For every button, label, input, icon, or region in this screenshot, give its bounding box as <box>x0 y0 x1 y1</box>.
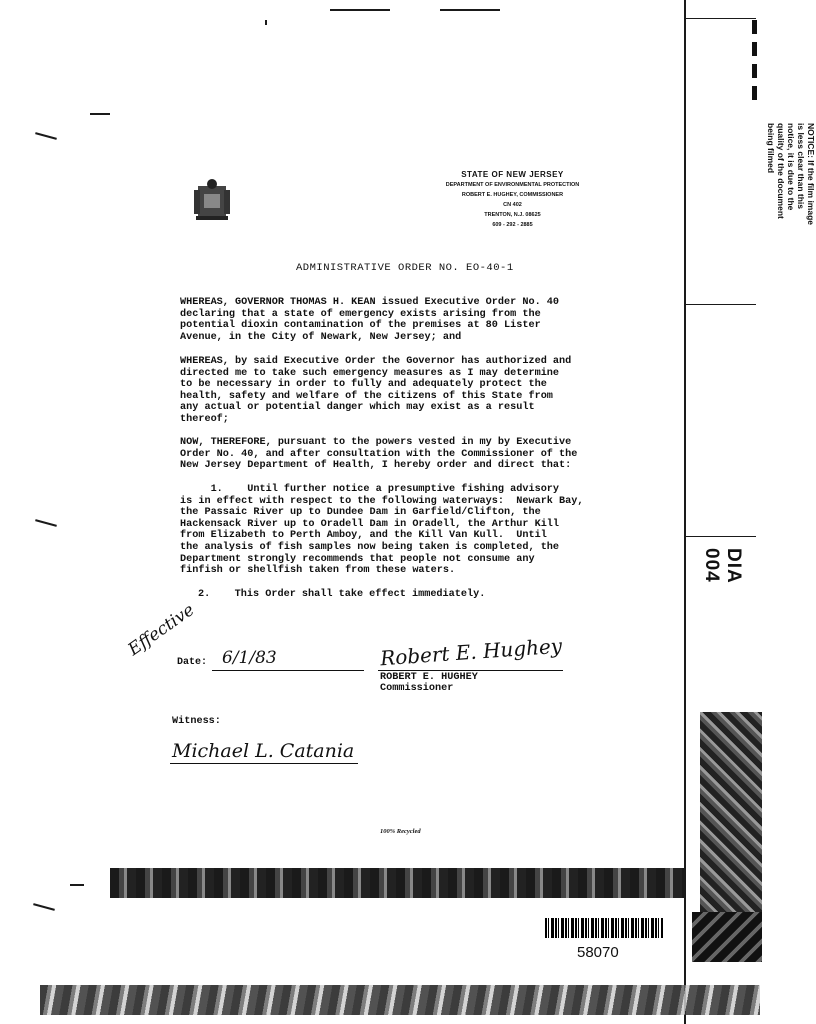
witness-line <box>170 763 358 764</box>
margin-mark <box>33 903 55 911</box>
scan-noise-bottom <box>40 985 760 1015</box>
right-margin-tick <box>686 304 756 305</box>
witness-label: Witness: <box>172 716 221 727</box>
barcode <box>545 918 663 938</box>
film-quality-notice-text: NOTICE: If the film image is less clear than this notice, it is due to the quality of the document being filmed <box>766 123 816 226</box>
signer-title: Commissioner <box>380 683 454 694</box>
letterhead <box>400 170 625 230</box>
barcode-number: 58070 <box>577 944 619 961</box>
letterhead-commissioner: ROBERT E. HUGHEY, COMMISSIONER <box>461 192 564 198</box>
effective-handwritten-note: Effective <box>124 600 199 660</box>
right-margin-tick <box>686 536 756 537</box>
state-seal <box>192 178 232 222</box>
letterhead-cn: CN 402 <box>503 202 522 208</box>
signer-name: ROBERT E. HUGHEY <box>380 672 478 683</box>
date-line <box>212 670 364 671</box>
scan-noise-band <box>110 868 685 898</box>
scan-artifact-mark <box>265 20 267 25</box>
date-value: 6/1/83 <box>222 648 277 668</box>
scan-artifact-top <box>330 9 390 11</box>
scan-noise-right <box>700 712 762 912</box>
date-label: Date: <box>177 657 208 668</box>
film-quality-notice <box>686 118 816 268</box>
margin-mark <box>70 884 84 886</box>
whereas-paragraph-1: WHEREAS, GOVERNOR THOMAS H. KEAN issued Executive Order No. 40 declaring that a state of emergency exists arising from the potential dioxin contamination of the premises at 80 Lister Avenue, in the City of Newark, New Jersey; and <box>180 297 560 343</box>
order-title: ADMINISTRATIVE ORDER NO. EO-40-1 <box>296 262 514 274</box>
letterhead-department: DEPARTMENT OF ENVIRONMENTAL PROTECTION <box>445 182 580 188</box>
recycled-note: 100% Recycled <box>380 828 421 835</box>
commissioner-signature-line <box>378 670 563 671</box>
witness-signature: Michael L. Catania <box>172 740 355 762</box>
scan-noise-right-lower <box>692 912 762 962</box>
margin-mark <box>90 113 110 115</box>
commissioner-signature: Robert E. Hughey <box>379 633 563 671</box>
letterhead-state: STATE OF NEW JERSEY <box>461 170 564 179</box>
margin-mark <box>35 519 57 527</box>
right-margin-tick <box>686 18 756 19</box>
whereas-paragraph-2: WHEREAS, by said Executive Order the Governor has authorized and directed me to take such emergency measures as I may determine to be necessary in order to fully and adequately protect the health, safety and welfare of the citizens of this State from any actual or potential danger which may exist as a result thereof; <box>180 356 572 425</box>
letterhead-city: TRENTON, N.J. 08625 <box>484 212 541 218</box>
scan-artifact-top-2 <box>440 9 500 11</box>
order-item-2: 2. This Order shall take effect immediately. <box>198 589 486 600</box>
document-stamp: DIA 004 <box>701 548 744 584</box>
now-therefore-paragraph: NOW, THEREFORE, pursuant to the powers vested in my by Executive Order No. 40, and after consultation with the Commissioner of the New Jersey Department of Health, I hereby order and direct that: <box>180 437 578 472</box>
order-item-1: 1. Until further notice a presumptive fishing advisory is in effect with respect to the following waterways: Newark Bay, the Passaic River up to Dundee Dam in Garfield/Clifton, the Hackensack River up to Oradell Dam in Oradell, the Arthur Kill from Elizabeth to Perth Amboy, and the Kill Van Kull. Until the analysis of fish samples now being taken is completed, the Department strongly recommends that people not consume any finfish or shellfish taken from these waters. <box>180 484 584 577</box>
right-edge-dashes <box>752 20 757 100</box>
margin-mark <box>35 132 57 140</box>
letterhead-phone: 609 - 292 - 2885 <box>492 222 533 228</box>
